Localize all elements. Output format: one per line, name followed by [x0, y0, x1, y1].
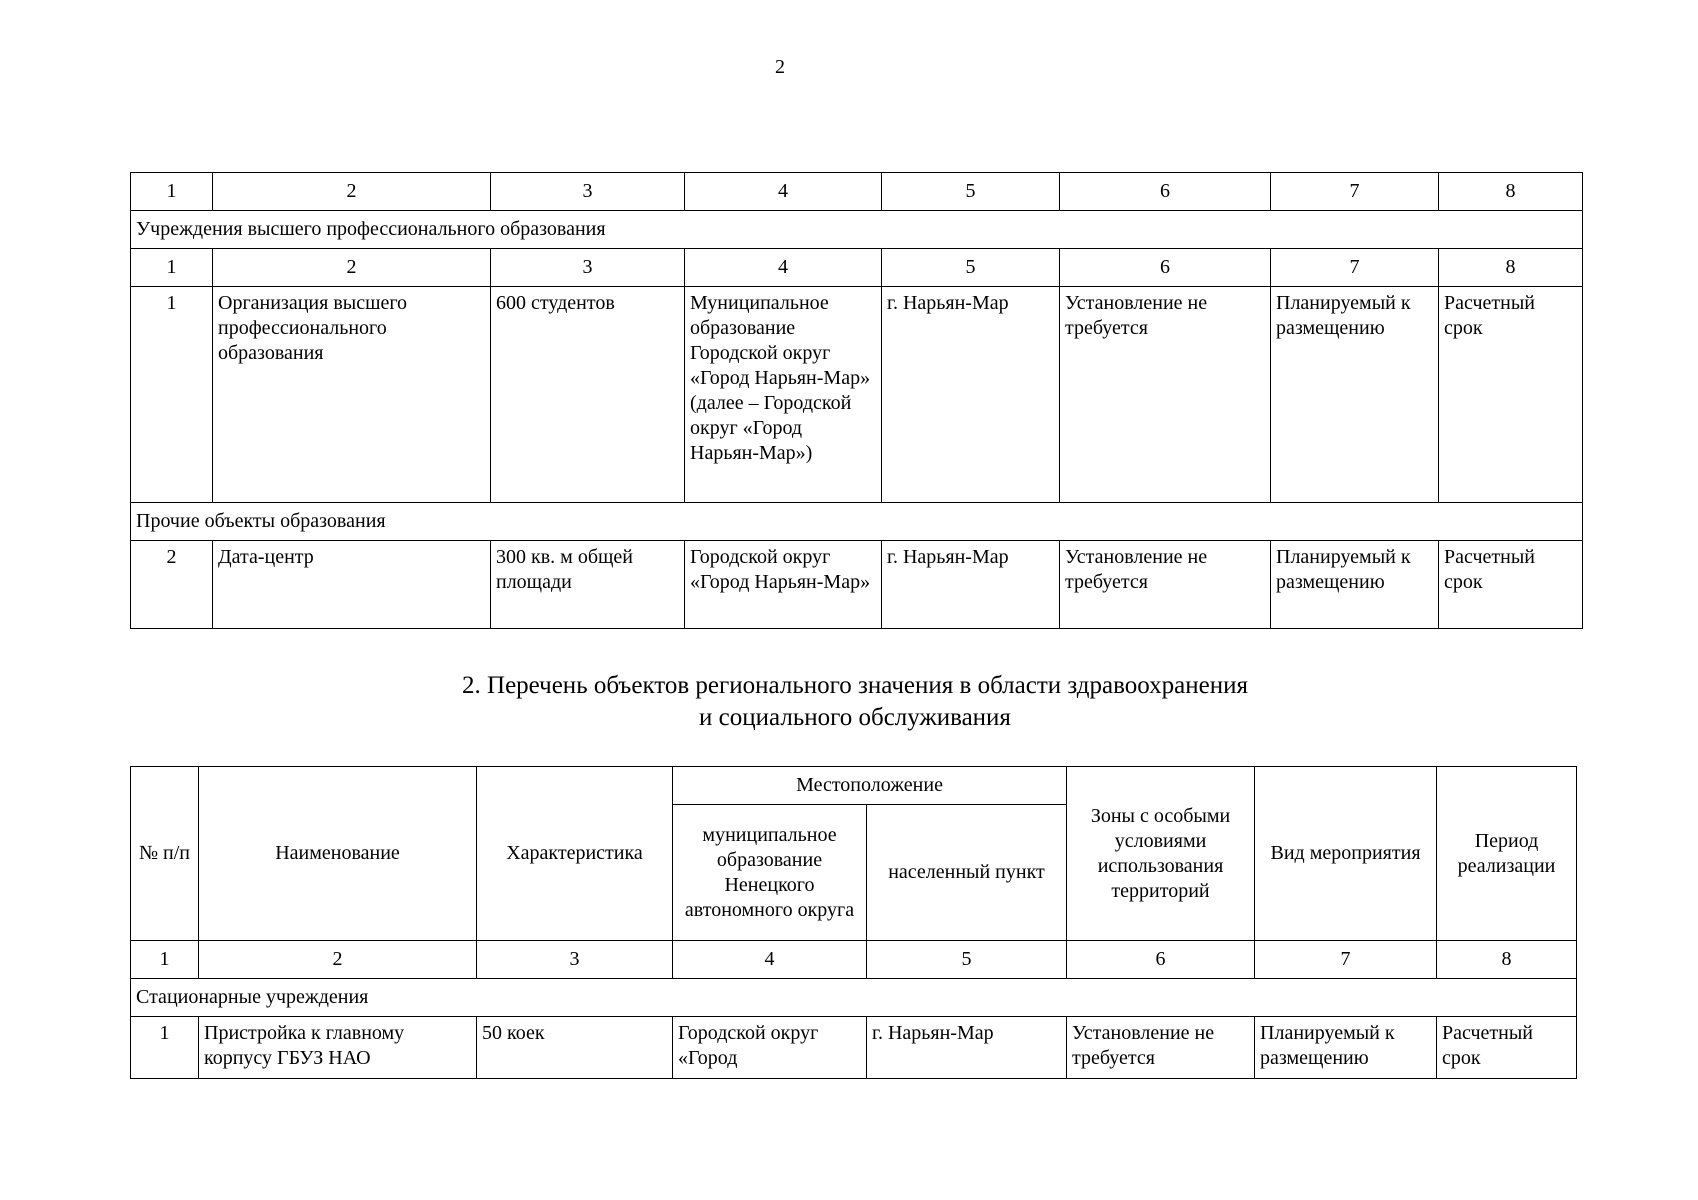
period: Расчетный срок — [1439, 541, 1583, 629]
header-location: Местоположение — [673, 767, 1067, 805]
header-num: № п/п — [131, 767, 199, 941]
action-type: Планируемый к размещению — [1271, 287, 1439, 503]
table-row — [131, 287, 1583, 503]
section-row — [131, 503, 1583, 541]
section-title: Стационарные учреждения — [131, 979, 1577, 1017]
header-characteristic: Характеристика — [477, 767, 673, 941]
action-type: Планируемый к размещению — [1255, 1017, 1437, 1079]
section-title: Учреждения высшего профессионального образования — [131, 211, 1583, 249]
header-row — [131, 767, 1577, 805]
header-period: Период реализации — [1437, 767, 1577, 941]
row-number: 2 — [131, 541, 213, 629]
column-number: 8 — [1437, 941, 1577, 979]
table-row — [131, 1017, 1577, 1079]
column-number: 1 — [131, 173, 213, 211]
column-number: 8 — [1439, 249, 1583, 287]
zones: Установление не требуется — [1067, 1017, 1255, 1079]
column-number: 7 — [1271, 173, 1439, 211]
column-number: 5 — [882, 249, 1060, 287]
column-number: 1 — [131, 941, 199, 979]
column-number: 3 — [491, 173, 685, 211]
row-number: 1 — [131, 1017, 199, 1079]
period: Расчетный срок — [1437, 1017, 1577, 1079]
column-number: 7 — [1255, 941, 1437, 979]
object-name: Пристройка к главному корпусу ГБУЗ НАО — [199, 1017, 477, 1079]
column-number: 6 — [1067, 941, 1255, 979]
object-characteristic: 50 коек — [477, 1017, 673, 1079]
column-number: 6 — [1060, 173, 1271, 211]
column-number: 4 — [685, 249, 882, 287]
column-number: 7 — [1271, 249, 1439, 287]
header-name: Наименование — [199, 767, 477, 941]
settlement: г. Нарьян-Мар — [882, 541, 1060, 629]
settlement: г. Нарьян-Мар — [867, 1017, 1067, 1079]
column-number: 4 — [673, 941, 867, 979]
column-number: 2 — [199, 941, 477, 979]
section-title: Прочие объекты образования — [131, 503, 1583, 541]
settlement: г. Нарьян-Мар — [882, 287, 1060, 503]
object-characteristic: 300 кв. м общей площади — [491, 541, 685, 629]
section-row — [131, 979, 1577, 1017]
row-number: 1 — [131, 287, 213, 503]
column-number: 4 — [685, 173, 882, 211]
header-municipality: муниципальное образование Ненецкого автономного округа — [673, 805, 867, 941]
object-name: Организация высшего профессионального образования — [213, 287, 491, 503]
header-settlement: населенный пункт — [867, 805, 1067, 941]
section-heading-line-1: 2. Перечень объектов регионального значения в области здравоохранения — [462, 672, 1248, 699]
education-objects-table — [130, 172, 1583, 629]
column-number-row — [131, 173, 1583, 211]
column-number: 1 — [131, 249, 213, 287]
action-type: Планируемый к размещению — [1271, 541, 1439, 629]
municipality: Городской округ «Город Нарьян-Мар» — [685, 541, 882, 629]
section-heading-line-2: и социального обслуживания — [699, 704, 1011, 731]
column-number: 2 — [213, 249, 491, 287]
column-number: 6 — [1060, 249, 1271, 287]
zones: Установление не требуется — [1060, 287, 1271, 503]
zones: Установление не требуется — [1060, 541, 1271, 629]
column-number: 2 — [213, 173, 491, 211]
column-number: 5 — [882, 173, 1060, 211]
table-row — [131, 541, 1583, 629]
object-characteristic: 600 студентов — [491, 287, 685, 503]
municipality: Муниципальное образование Городской округ «Город Нарьян-Мар» (далее – Городской округ «Город Нарьян-Мар») — [685, 287, 882, 503]
column-number: 5 — [867, 941, 1067, 979]
municipality: Городской округ «Город — [673, 1017, 867, 1079]
page-number: 2 — [775, 56, 785, 78]
column-number: 3 — [477, 941, 673, 979]
section-heading — [0, 670, 1698, 734]
header-action: Вид мероприятия — [1255, 767, 1437, 941]
period: Расчетный срок — [1439, 287, 1583, 503]
healthcare-objects-table — [130, 766, 1577, 1079]
header-zones: Зоны с особыми условиями использования территорий — [1067, 767, 1255, 941]
section-row — [131, 211, 1583, 249]
column-number: 8 — [1439, 173, 1583, 211]
column-number: 3 — [491, 249, 685, 287]
object-name: Дата-центр — [213, 541, 491, 629]
column-number-row — [131, 249, 1583, 287]
column-number-row — [131, 941, 1577, 979]
